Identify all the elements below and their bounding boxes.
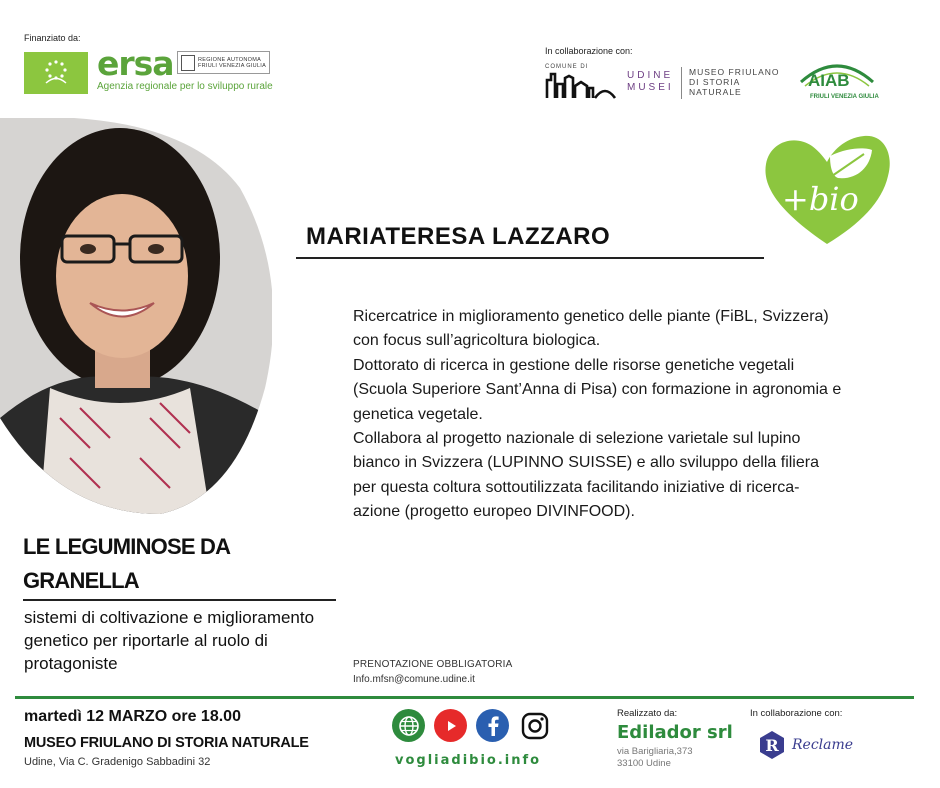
udine-line-1: UDINE (627, 70, 674, 81)
event-venue: MUSEO FRIULANO DI STORIA NATURALE (24, 735, 309, 751)
facebook-icon[interactable] (476, 709, 509, 742)
region-crest-icon (181, 55, 195, 71)
museo-logo-text (689, 67, 780, 97)
instagram-icon[interactable] (518, 709, 551, 742)
comune-label: COMUNE DI (545, 64, 589, 70)
bio-paragraph: Ricercatrice in miglioramento genetico delle piante (FiBL, Svizzera) con focus sull’agricoltura biologica. (353, 308, 829, 350)
museo-line-2: DI STORIA (689, 77, 741, 87)
ersa-subtitle: Agenzia regionale per lo sviluppo rurale (97, 81, 273, 92)
globe-icon[interactable] (392, 709, 425, 742)
talk-subtitle: sistemi di coltivazione e miglioramento genetico per riportarle al ruolo di protagoniste (24, 608, 315, 673)
museo-line-3: NATURALE (689, 87, 742, 97)
youtube-icon[interactable] (434, 709, 467, 742)
collaboration-label: In collaborazione con: (545, 46, 633, 56)
bio-badge-text: +bio (782, 180, 859, 218)
producer-name: Edilador srl (617, 722, 733, 743)
logo-divider (681, 67, 682, 99)
event-address: Udine, Via C. Gradenigo Sabbadini 32 (24, 756, 211, 768)
skyline-icon (545, 70, 617, 100)
udine-line-2: MUSEI (627, 82, 674, 93)
bio-heart-logo (760, 132, 894, 250)
udine-musei-logo (627, 70, 674, 94)
comune-logo (545, 64, 617, 102)
name-divider (296, 257, 764, 259)
talk-title-line-2: GRANELLA (23, 568, 139, 593)
aiab-subtitle: FRIULI VENEZIA GIULIA (810, 94, 879, 100)
region-line-2: FRIULI VENEZIA GIULIA (198, 62, 267, 69)
reclame-logo-icon (757, 730, 787, 760)
talk-title (23, 530, 338, 598)
bio-paragraph: Collabora al progetto nazionale di selezione varietale sul lupino bianco in Svizzera (LUPINNO SUISSE) e allo sviluppo della filiera per questa coltura sottoutilizzata facilitando iniziative di ricerca-azione (progetto europeo DIVINFOOD). (353, 430, 819, 521)
bio-paragraph: Dottorato di ricerca in gestione delle risorse genetiche vegetali (Scuola Superiore Sant’Anna di Pisa) con formazione in agronomia e genetica vegetale. (353, 356, 842, 423)
eu-flag-logo (24, 52, 88, 94)
partner-label: In collaborazione con: (750, 708, 843, 719)
reclame-mark-letter: R (765, 736, 779, 755)
event-date: martedì 12 MARZO ore 18.00 (24, 708, 241, 725)
speaker-bio (353, 305, 843, 525)
museo-line-1: MUSEO FRIULANO (689, 67, 780, 77)
footer-divider (15, 696, 914, 699)
producer-address-2: 33100 Udine (617, 758, 671, 769)
title-divider (23, 599, 336, 601)
booking-email[interactable]: Info.mfsn@comune.udine.it (353, 674, 475, 685)
speaker-photo (0, 118, 272, 514)
ersa-logo-text: ersa (97, 44, 174, 83)
region-logo (177, 51, 270, 74)
booking-label: PRENOTAZIONE OBBLIGATORIA (353, 659, 513, 670)
producer-label: Realizzato da: (617, 708, 678, 719)
aiab-logo-text: AIAB (808, 71, 850, 90)
talk-title-line-1: LE LEGUMINOSE DA (23, 534, 231, 559)
partner-name: Reclame (792, 737, 854, 753)
social-icons (392, 709, 551, 742)
website-link[interactable]: vogliadibio.info (395, 753, 542, 768)
producer-address-1: via Barigliaria,373 (617, 746, 693, 757)
funded-by-label: Finanziato da: (24, 33, 81, 43)
region-line-1: REGIONE AUTONOMA (198, 56, 262, 63)
speaker-name: MARIATERESA LAZZARO (306, 223, 611, 250)
